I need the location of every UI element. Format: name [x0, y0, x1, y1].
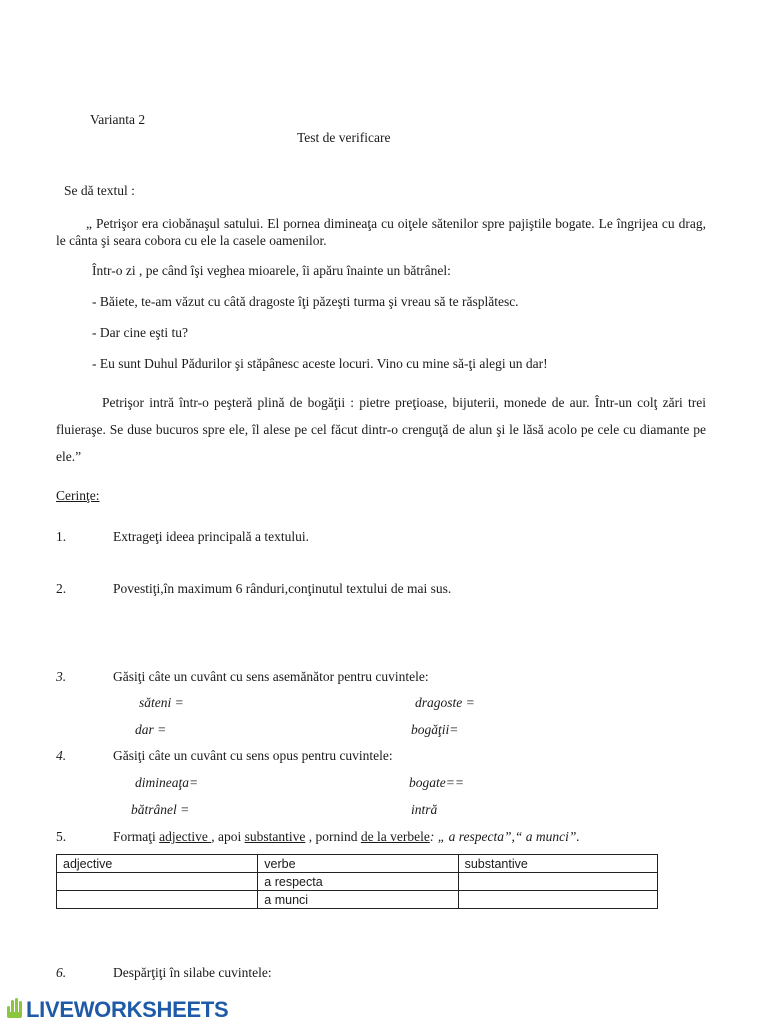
- story-paragraph-2: Într-o zi , pe când îşi veghea mioarele, îi apăru înainte un bătrânel:: [92, 263, 451, 278]
- answer-cell-substantive-1[interactable]: [458, 873, 657, 891]
- task-4-word-intra: intră: [411, 802, 438, 817]
- dialogue-line-2: - Dar cine eşti tu?: [92, 325, 188, 340]
- table-header-adjective: adjective: [57, 855, 258, 873]
- task-6-number: 6.: [56, 965, 67, 980]
- task-5-text-d: : „ a respecta”,“ a munci”.: [429, 829, 580, 844]
- task-4-word-bogate: bogate==: [409, 775, 464, 790]
- task-3-word-dar: dar =: [135, 722, 167, 737]
- task-4-text: Găsiţi câte un cuvânt cu sens opus pentru cuvintele:: [113, 748, 393, 763]
- table-cell-verb-1: a respecta: [258, 873, 458, 891]
- task-3-word-dragoste: dragoste =: [415, 695, 475, 710]
- task-2-number: 2.: [56, 581, 67, 596]
- logo-text: LIVEWORKSHEETS: [26, 997, 229, 1022]
- task-5-number: 5.: [56, 829, 67, 844]
- dialogue-line-3: - Eu sunt Duhul Pădurilor şi stăpânesc aceste locuri. Vino cu mine să-ţi alegi un dar!: [92, 356, 548, 371]
- answer-cell-adjective-1[interactable]: [57, 873, 258, 891]
- task-4-word-batranel: bătrânel =: [131, 802, 190, 817]
- table-row: [57, 891, 658, 909]
- story-paragraph-3: [56, 389, 706, 470]
- task-2-text: Povestiţi,în maximum 6 rânduri,conţinutul textului de mai sus.: [113, 581, 452, 596]
- intro-text: Se dă textul :: [64, 183, 135, 198]
- task-3-text: Găsiţi câte un cuvânt cu sens asemănător pentru cuvintele:: [113, 669, 429, 684]
- dialogue-line-1: - Băiete, te-am văzut cu câtă dragoste îţi păzeşti turma şi vreau să te răsplătesc.: [92, 294, 519, 309]
- story-paragraph-3-text: Petrişor intră într-o peşteră plină de bogăţii : pietre preţioase, bijuterii, monede de aur. Într-un colţ zări trei fluieraşe. Se duse bucuros spre ele, îl alese pe cel făcut dintr-o crenguţă de alun şi le lăsă acolo pe cele cu diamante pe ele.”: [56, 395, 706, 464]
- task-3-number: 3.: [56, 669, 67, 684]
- answer-cell-substantive-2[interactable]: [458, 891, 657, 909]
- table-row: [57, 873, 658, 891]
- page-title: Test de verificare: [297, 130, 391, 145]
- task-1-number: 1.: [56, 529, 67, 544]
- task-6-text: Despărţiţi în silabe cuvintele:: [113, 965, 272, 980]
- task-5-text-a: Formaţi: [113, 829, 160, 844]
- table-header-row: [57, 855, 658, 873]
- table-header-verbs: verbe: [258, 855, 458, 873]
- requirements-heading: Cerinţe:: [56, 488, 100, 503]
- task-5-adjective-word: adjective: [159, 829, 212, 844]
- story-paragraph-1: [56, 215, 706, 249]
- task-5-text-b: , apoi: [211, 829, 245, 844]
- task-3-word-sateni: săteni =: [139, 695, 184, 710]
- hand-icon: [6, 997, 24, 1023]
- story-paragraph-1-text: „ Petrişor era ciobănaşul satului. El pornea dimineaţa cu oiţele sătenilor spre pajiştile bogate. Le îngrijea cu drag, le cânta şi seara cobora cu ele la casele oamenilor.: [56, 216, 706, 248]
- task-5-text: [113, 829, 580, 845]
- task-5-text-c: , pornind: [305, 829, 361, 844]
- task-5-table: [56, 854, 658, 909]
- task-4-word-dimineata: dimineaţa=: [135, 775, 199, 790]
- table-cell-verb-2: a munci: [258, 891, 458, 909]
- answer-cell-adjective-2[interactable]: [57, 891, 258, 909]
- task-3-word-bogatii: bogăţii=: [411, 722, 459, 737]
- task-5-substantive-word: substantive: [244, 829, 306, 844]
- task-5-verbs-word: de la verbele: [360, 829, 430, 844]
- liveworksheets-logo[interactable]: [6, 996, 228, 1024]
- variant-label: Varianta 2: [90, 112, 146, 127]
- task-1-text: Extrageţi ideea principală a textului.: [113, 529, 310, 544]
- table-header-substantive: substantive: [458, 855, 657, 873]
- task-4-number: 4.: [56, 748, 67, 763]
